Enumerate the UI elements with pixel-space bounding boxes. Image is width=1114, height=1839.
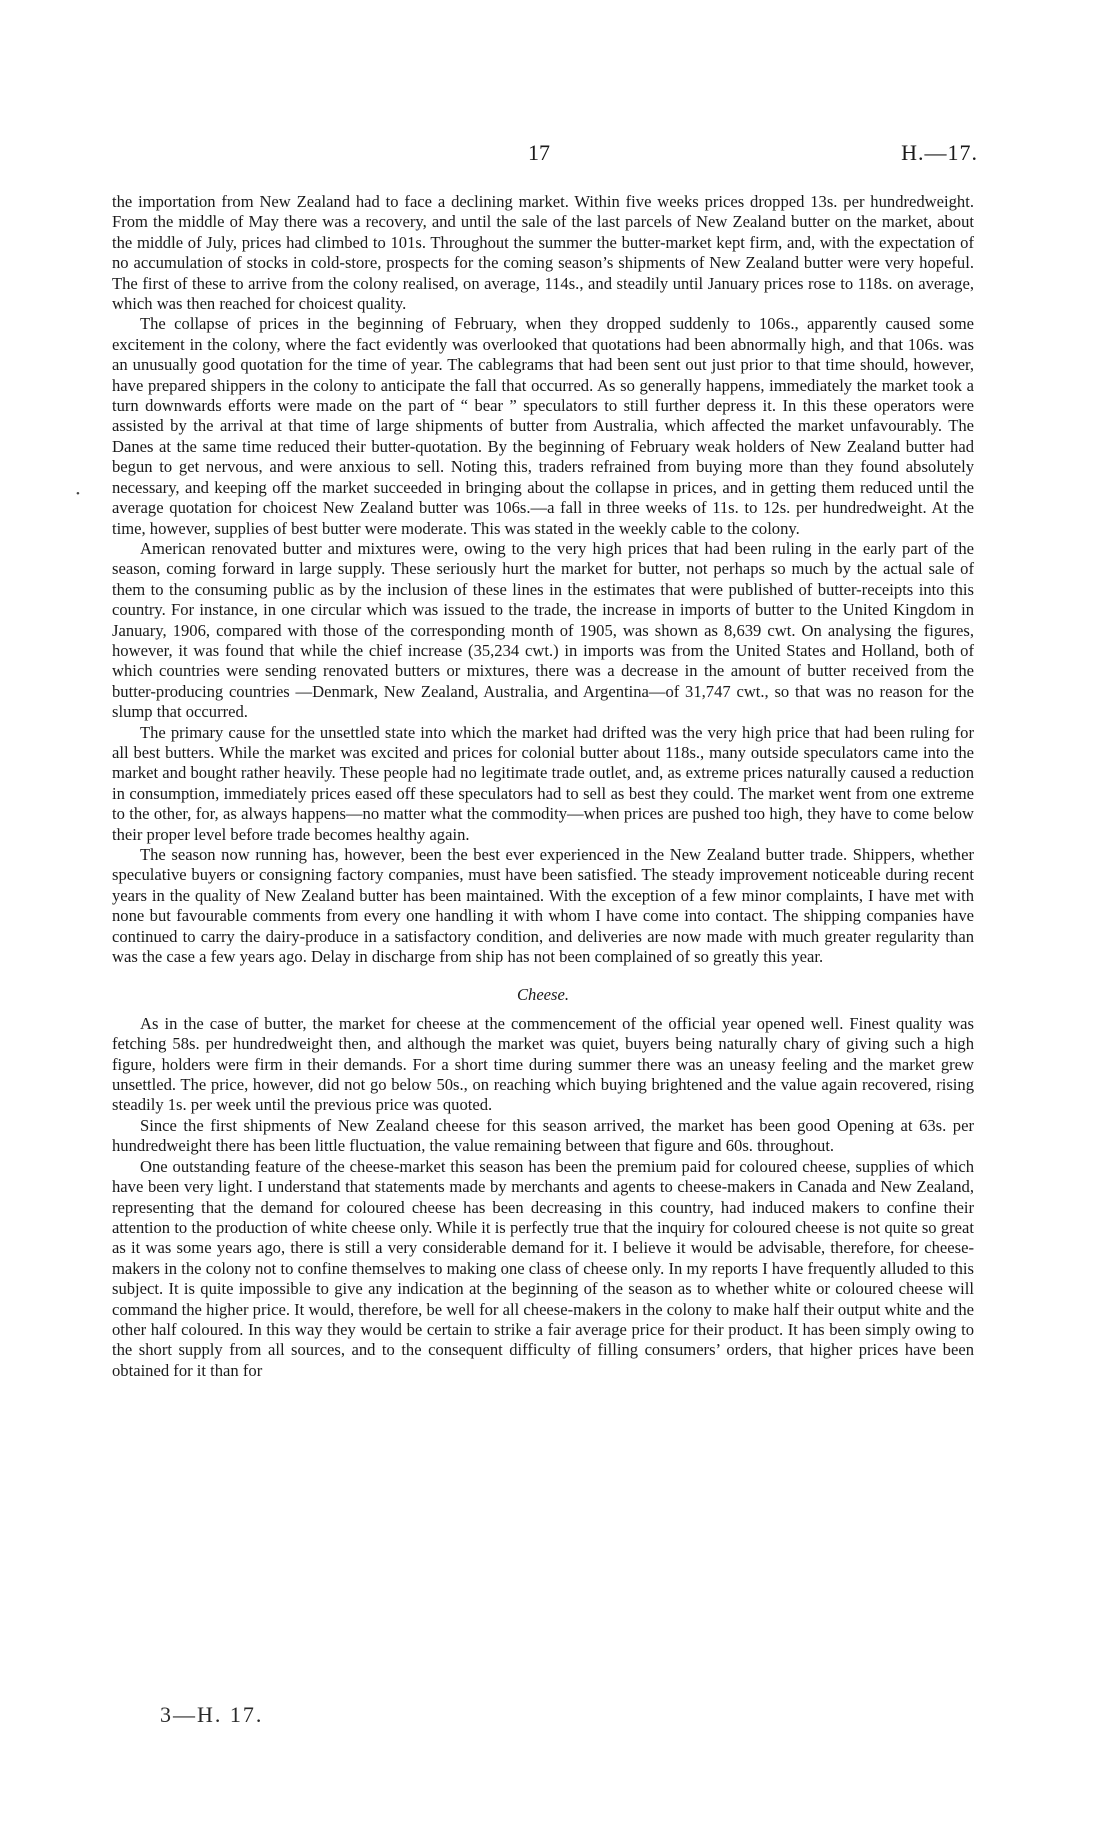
cheese-paragraph-3: One outstanding feature of the cheese-market this season has been the premium paid for coloured cheese, supplies of which have been very light. I understand that statements made by merchants and agents to cheese-makers in Canada and New Zealand, representing that the demand for coloured cheese has been decreasing in this country, had induced makers to confine their attention to the production of white cheese only. While it is perfectly true that the inquiry for coloured cheese is not quite so great as it was some years ago, there is still a very considerable demand for it. I believe it would be advisable, therefore, for cheese-makers in the colony not to confine themselves to making one class of cheese only. In my reports I have frequently alluded to this subject. It is quite impossible to give any indication at the beginning of the season as to whether white or coloured cheese will command the higher price. It would, therefore, be well for all cheese-makers in the colony to make half their output white and the other half coloured. In this way they would be certain to strike a fair average price for their product. It has been simply owing to the short supply from all sources, and to the consequent difficulty of filling consumers’ orders, that higher prices have been obtained for it than for [112, 1156, 974, 1380]
cheese-paragraph-2: Since the first shipments of New Zealand cheese for this season arrived, the market has been good Opening at 63s. per hundredweight there has been little fluctuation, the value remaining between that figure and 60s. throughout. [112, 1115, 974, 1156]
butter-paragraph-5: The season now running has, however, been the best ever experienced in the New Zealand butter trade. Shippers, whether speculative buyers or consigning factory companies, must have been satisfied. The steady improvement noticeable during recent years in the quality of New Zealand butter has been maintained. With the exception of a few minor complaints, I have met with none but favourable comments from every one handling it with whom I have come into contact. The shipping companies have continued to carry the dairy-produce in a satisfactory condition, and deliveries are now made with much greater regularity than was the case a few years ago. Delay in discharge from ship has not been complained of so greatly this year. [112, 845, 974, 967]
butter-paragraph-3: American renovated butter and mixtures were, owing to the very high prices that had been ruling in the early part of the season, coming forward in large supply. These seriously hurt the market for butter, not perhaps so much by the actual sale of them to the consuming public as by the inclusion of these lines in the estimates that were published of butter-receipts into this country. For instance, in one circular which was issued to the trade, the increase in imports of butter to the United Kingdom in January, 1906, compared with those of the corresponding month of 1905, was shown as 8,639 cwt. On analysing the figures, however, it was found that while the chief increase (35,234 cwt.) in imports was from the United States and Holland, both of which countries were sending renovated butters or mixtures, there was a decrease in the amount of butter received from the butter-producing countries —Denmark, New Zealand, Australia, and Argentina—of 31,747 cwt., so that was no reason for the slump that occurred. [112, 538, 974, 722]
cheese-heading: Cheese. [516, 985, 570, 1005]
document-reference: H.—17. [901, 140, 978, 165]
page-number: 17 [528, 140, 550, 165]
margin-mark: • [76, 488, 80, 500]
butter-paragraph-1: the importation from New Zealand had to face a declining market. Within five weeks prices dropped 13s. per hundredweight. From the middle of May there was a recovery, and until the sale of the last parcels of New Zealand butter on the market, about the middle of July, prices had climbed to 101s. Throughout the summer the butter-market kept firm, and, with the expectation of no accumulation of stocks in cold-store, prospects for the coming season’s shipments of New Zealand butter were very hopeful. The first of these to arrive from the colony realised, on average, 114s., and steadily until January prices rose to 118s. on average, which was then reached for choicest quality. [112, 192, 974, 314]
cheese-paragraph-1: As in the case of butter, the market for cheese at the commencement of the official year opened well. Finest quality was fetching 58s. per hundredweight then, and although the market was quiet, buyers being naturally chary of giving such a high figure, holders were firm in their demands. For a short time during summer there was an uneasy feeling and the market grew unsettled. The price, however, did not go below 50s., on reaching which buying brightened and the value again recovered, rising steadily 1s. per week until the previous price was quoted. [112, 1013, 974, 1115]
butter-paragraph-2: The collapse of prices in the beginning of February, when they dropped suddenly to 106s., apparently caused some excitement in the colony, where the fact evidently was overlooked that quotations had been abnormally high, and that 106s. was an unusually good quotation for the time of year. The cablegrams that had been sent out just prior to that time should, however, have prepared shippers in the colony to anticipate the fall that occurred. As so generally happens, immediately the market took a turn downwards efforts were made on the part of “ bear ” speculators to still further depress it. In this these operators were assisted by the arrival at that time of large shipments of butter from Australia, which affected the market unfavourably. The Danes at the same time reduced their butter-quotation. By the beginning of February weak holders of New Zealand butter had begun to get nervous, and were anxious to sell. Noting this, traders refrained from buying more than they found absolutely necessary, and keeping off the market succeeded in bringing about the collapse in prices, and in getting them reduced until the average quotation for choicest New Zealand butter was 106s.—a fall in three weeks of 11s. to 12s. per hundredweight. At the time, however, supplies of best butter were moderate. This was stated in the weekly cable to the colony. [112, 314, 974, 538]
butter-paragraph-4: The primary cause for the unsettled state into which the market had drifted was the very high price that had been ruling for all best butters. While the market was excited and prices for colonial butter about 118s., many outside speculators came into the market and bought rather heavily. These people had no legitimate trade outlet, and, as extreme prices naturally caused a reduction in consumption, immediately prices eased off these speculators had to sell as best they could. The market went from one extreme to the other, for, as always happens—no matter what the commodity—when prices are pushed too high, they have to come below their proper level before trade becomes healthy again. [112, 722, 974, 844]
body-text [112, 192, 974, 1381]
footer-signature: 3—H. 17. [160, 1702, 264, 1727]
page-header [0, 140, 1114, 172]
